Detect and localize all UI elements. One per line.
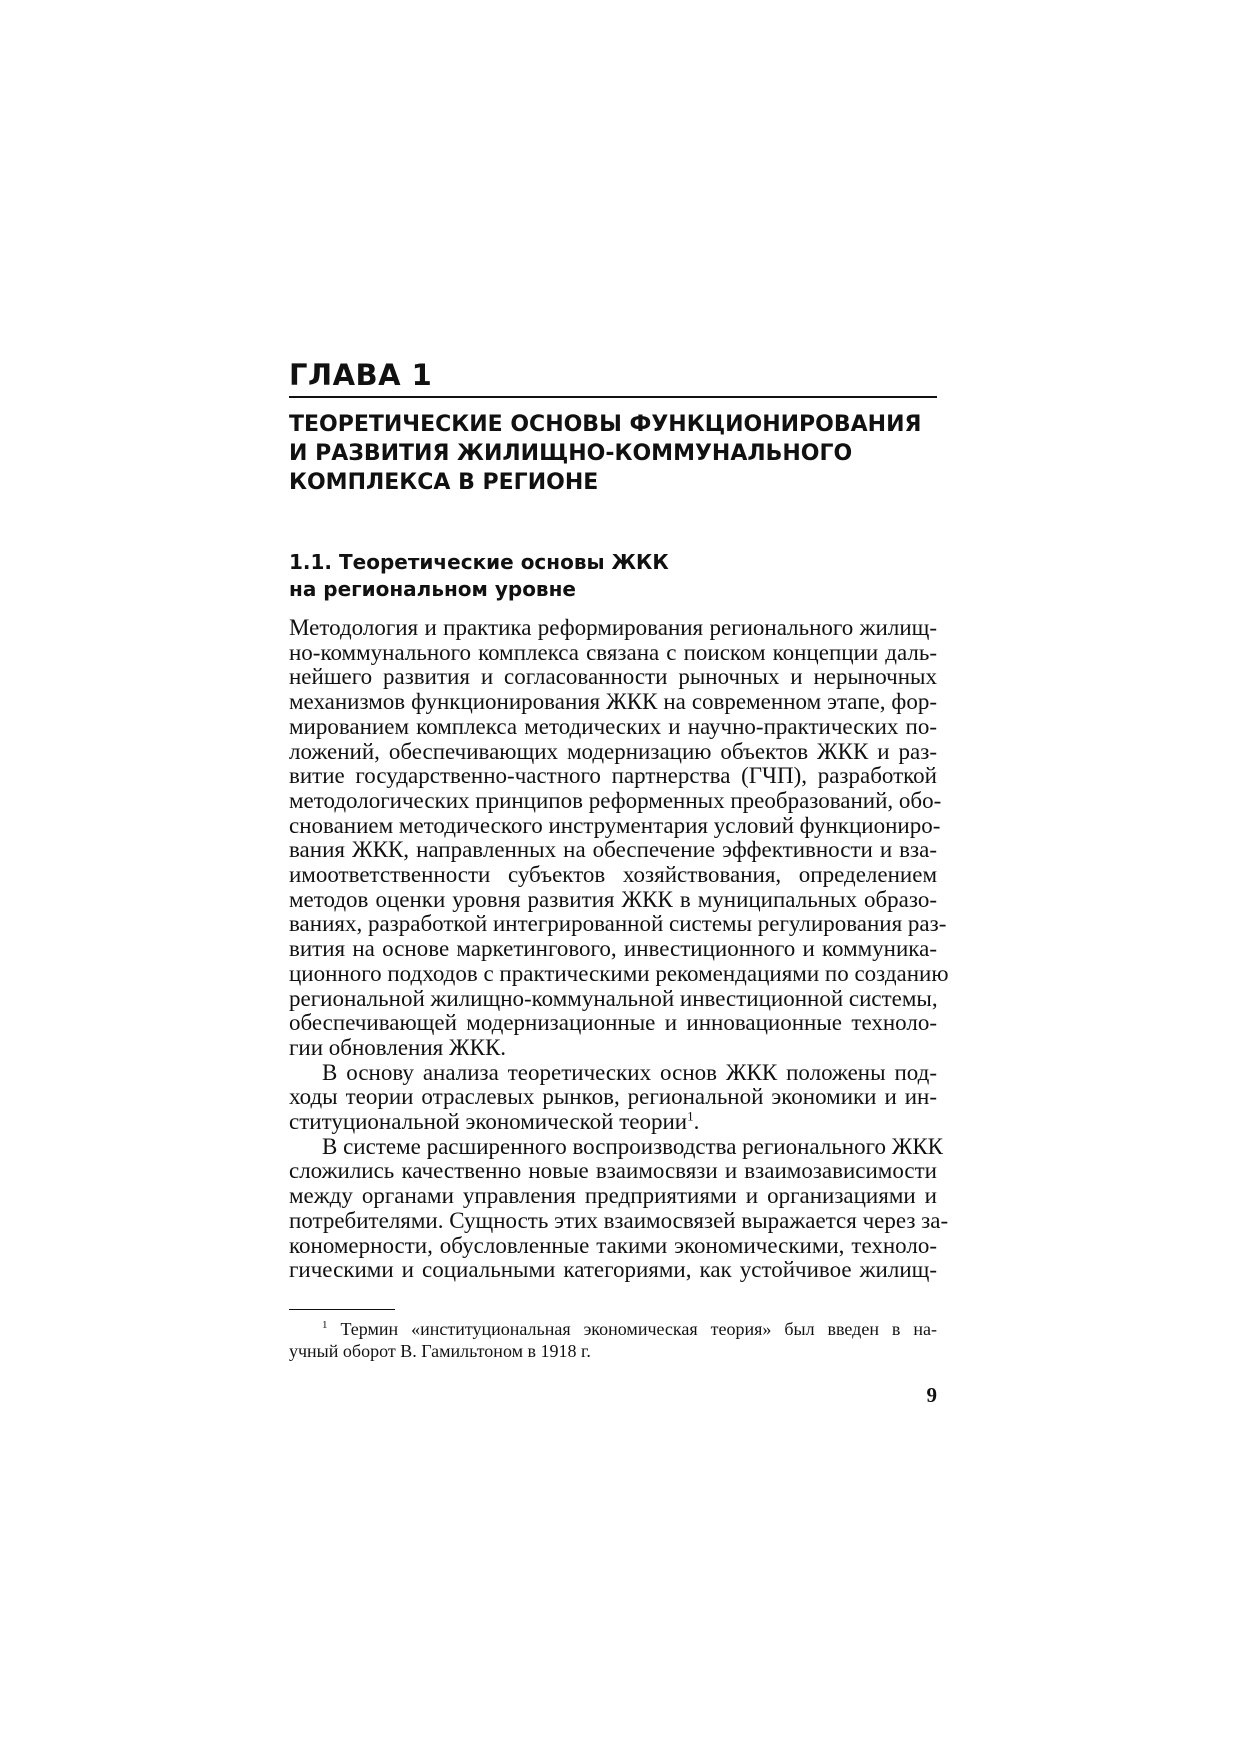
page-number: 9 [926, 1383, 937, 1407]
footnote [289, 1318, 937, 1362]
text-line: ложений, обеспечивающих модернизацию объектов ЖКК и раз- [289, 738, 937, 764]
text-line: механизмов функционирования ЖКК на современном этапе, фор- [289, 689, 937, 715]
chapter-title [289, 410, 937, 497]
text-line: вития на основе маркетингового, инвестиционного и коммуника- [289, 936, 937, 962]
paragraph [289, 615, 949, 1061]
text-fragment: . [693, 1109, 700, 1135]
paragraph [289, 1061, 937, 1135]
text-line: потребителями. Сущность этих взаимосвязей выражается через за- [289, 1207, 949, 1233]
text-line [289, 1110, 937, 1135]
chapter-title-line: ТЕОРЕТИЧЕСКИЕ ОСНОВЫ ФУНКЦИОНИРОВАНИЯ [289, 412, 922, 437]
text-line: гическими и социальными категориями, как устойчивое жилищ- [289, 1257, 937, 1283]
footnote-line: учный оборот В. Гамильтоном в 1918 г. [289, 1341, 591, 1361]
text-line: нейшего развития и согласованности рыночных и нерыночных [289, 664, 937, 690]
text-line: вания ЖКК, направленных на обеспечение эффективности и вза- [289, 837, 937, 863]
body-text [289, 615, 949, 1283]
text-line: обеспечивающей модернизационные и инновационные техноло- [289, 1010, 937, 1036]
text-line: В системе расширенного воспроизводства регионального ЖКК [322, 1133, 944, 1159]
section-heading [289, 549, 937, 603]
text-line: В основу анализа теоретических основ ЖКК положены под- [322, 1059, 937, 1085]
text-line: методологических принципов реформенных преобразований, обо- [289, 787, 942, 813]
text-line: но-коммунального комплекса связана с поиском концепции даль- [289, 639, 937, 665]
chapter-title-line: КОМПЛЕКСА В РЕГИОНЕ [289, 470, 599, 495]
text-line: методов оценки уровня развития ЖКК в муниципальных образо- [289, 886, 937, 912]
paragraph [289, 1133, 949, 1283]
chapter-title-line: И РАЗВИТИЯ ЖИЛИЩНО-КОММУНАЛЬНОГО [289, 441, 853, 466]
text-line: витие государственно-частного партнерства (ГЧП), разработкой [289, 763, 937, 789]
text-line: ходы теории отраслевых рынков, региональной экономики и ин- [289, 1084, 937, 1110]
text-line: между органами управления предприятиями и организациями и [289, 1183, 937, 1209]
section-heading-line: 1.1. Теоретические основы ЖКК [289, 550, 669, 574]
footnote-number: 1 [322, 1319, 328, 1331]
footnote-text: Термин «институциональная экономическая теория» был введен в на- [327, 1319, 937, 1339]
text-line: имоответственности субъектов хозяйствования, определением [289, 862, 937, 888]
footnote-line [289, 1318, 937, 1340]
text-line: кономерности, обусловленные такими экономическими, техноло- [289, 1232, 937, 1258]
chapter-label: ГЛАВА 1 [289, 358, 433, 392]
text-line: Методология и практика реформирования регионального жилищ- [289, 615, 937, 640]
text-line: региональной жилищно-коммунальной инвестиционной системы, [289, 985, 938, 1011]
chapter-divider [289, 396, 937, 398]
text-line: снованием методического инструментария условий функциониро- [289, 812, 941, 838]
text-line: сложились качественно новые взаимосвязи и взаимозависимости [289, 1158, 937, 1184]
text-line: мированием комплекса методических и научно-практических по- [289, 713, 937, 739]
section-heading-line: на региональном уровне [289, 577, 576, 601]
text-line: гии обновления ЖКК. [289, 1034, 507, 1060]
text-line: ваниях, разработкой интегрированной системы регулирования раз- [289, 911, 947, 937]
text-line: ционного подходов с практическими рекомендациями по созданию [289, 960, 949, 986]
text-fragment: ституциональной экономической теории [289, 1109, 688, 1135]
footnote-divider [289, 1309, 395, 1310]
footnote-reference[interactable]: 1 [687, 1108, 694, 1124]
